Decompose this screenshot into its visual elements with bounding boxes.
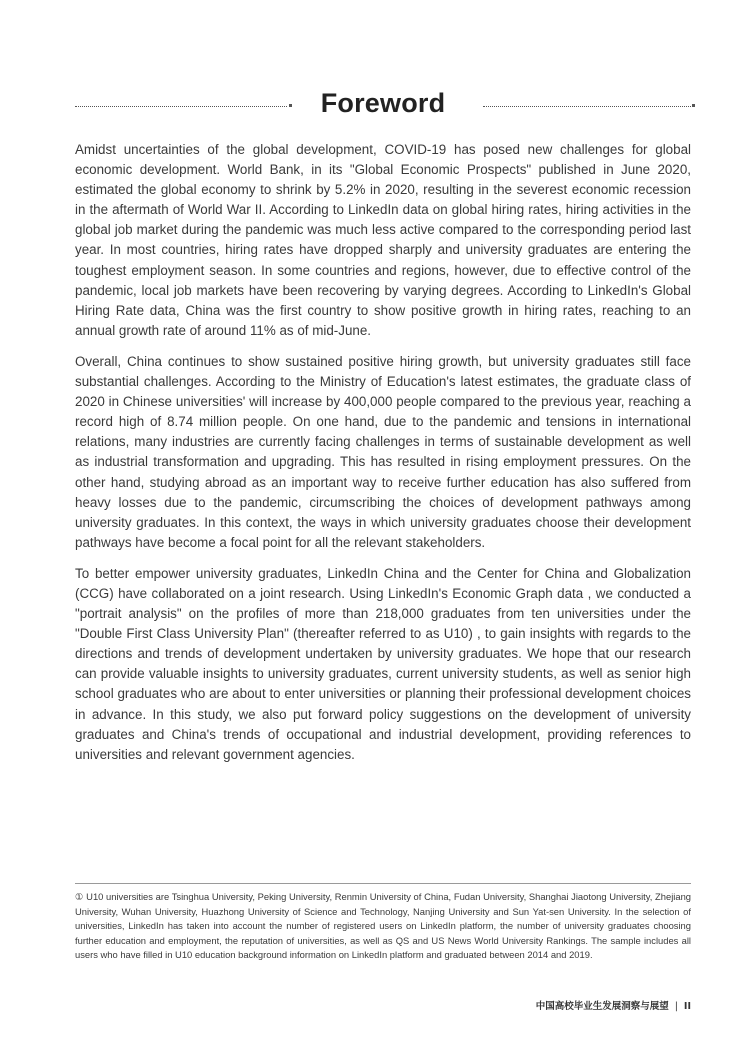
page-title: Foreword bbox=[320, 88, 446, 118]
title-divider-right bbox=[483, 106, 691, 107]
page-number: II bbox=[683, 1001, 691, 1012]
title-row bbox=[75, 86, 691, 126]
page-footer bbox=[536, 998, 691, 1012]
footnote-divider bbox=[75, 883, 691, 884]
paragraph-2: Overall, China continues to show sustained positive hiring growth, but university graduates still face substantial challenges. According to the Ministry of Education's latest estimates, the graduate class of 2020 in Chinese universities' will increase by 400,000 people compared to the previous year, reaching a record high of 8.74 million people. On one hand, due to the pandemic and tensions in international relations, many industries are currently facing challenges in terms of sustainable development as well as industrial transformation and upgrading. This has resulted in rising employment pressures. On the other hand, studying abroad as an important way to receive further education has also suffered from heavy losses due to the pandemic, circumscribing the choices of development pathways among university graduates. In this context, the ways in which university graduates choose their development pathways have become a focal point for all the relevant stakeholders. bbox=[75, 353, 691, 550]
body-text bbox=[75, 140, 691, 776]
footer-separator: | bbox=[674, 1001, 678, 1012]
footnote: ① U10 universities are Tsinghua University, Peking University, Renmin University of China, Fudan University, Shanghai Jiaotong University, Zhejiang University, Wuhan University, Huazhong University of Science and Technology, Nanjing University and Sun Yat-sen University. In the selection of universities, LinkedIn has taken into account the number of registered users on LinkedIn platform, the number of university graduates choosing further education and employment, the reputation of universities, as well as QS and US News World University Rankings. The sample includes all users who have filled in U10 education background information on LinkedIn platform and graduated between 2014 and 2019. bbox=[75, 891, 691, 961]
paragraph-3: To better empower university graduates, LinkedIn China and the Center for China and Globalization (CCG) have collaborated on a joint research. Using LinkedIn's Economic Graph data , we conducted a "portrait analysis" on the profiles of more than 218,000 graduates from ten universities under the "Double First Class University Plan" (thereafter referred to as U10) , to gain insights with regards to the directions and trends of development undertaken by university graduates. We hope that our research can provide valuable insights to university graduates, current university students, as well as senior high school graduates who are about to enter universities or planning their professional development choices in advance. In this study, we also put forward policy suggestions on the development of university graduates and China's trends of occupational and industrial development, providing references to universities and relevant government agencies. bbox=[75, 565, 691, 762]
footer-report-title: 中国高校毕业生发展洞察与展望 bbox=[535, 1001, 669, 1012]
paragraph-1: Amidst uncertainties of the global development, COVID-19 has posed new challenges for global economic development. World Bank, in its "Global Economic Prospects" published in June 2020, estimated the global economy to shrink by 5.2% in 2020, resulting in the severest economic recession in the aftermath of World War II. According to LinkedIn data on global hiring rates, hiring activities in the global job market during the pandemic was much less active compared to the corresponding period last year. In most countries, hiring rates have dropped sharply and university graduates are entering the toughest employment season. In some countries and regions, however, due to effective control of the pandemic, local job markets have been recovering by varying degrees. According to LinkedIn's Global Hiring Rate data, China was the first country to show positive growth in hiring rates, reaching to an annual growth rate of around 11% as of mid-June. bbox=[75, 142, 691, 338]
